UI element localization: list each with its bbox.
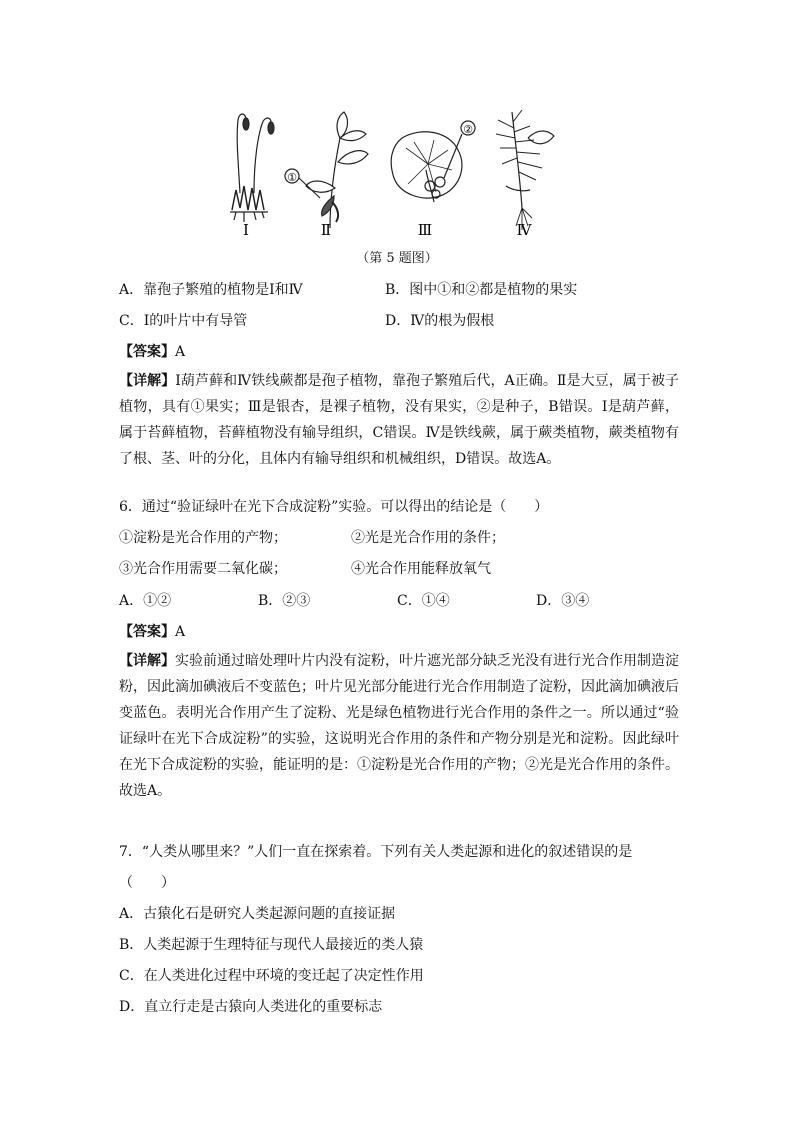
q6-answer-value: A	[175, 624, 186, 640]
q5-detail-text: Ⅰ葫芦藓和Ⅳ铁线蕨都是孢子植物，靠孢子繁殖后代，A正确。Ⅱ是大豆，属于被子植物，具有①果实；Ⅲ是银杏，是裸子植物，没有果实，②是种子，B错误。Ⅰ是葫芦藓，属于苔藓植物，苔藓植物没有输导组织，C错误。Ⅳ是铁线蕨，属于蕨类植物，蕨类植物有了根、茎、叶的分化，且体内有输导组织和机械组织，D错误。故选A。	[119, 373, 680, 467]
q7-option-b: B．人类起源于生理特征与现代人最接近的类人猿	[119, 937, 424, 953]
moss-plant-icon	[230, 114, 274, 222]
q6-answer-label: 【答案】	[119, 624, 175, 640]
q6-option-a: A．①②	[119, 593, 172, 609]
q6-detail	[119, 648, 679, 804]
q6-option-c: C．①④	[397, 593, 450, 609]
q7-paren: （ ）	[119, 875, 175, 891]
q6-answer	[119, 622, 185, 642]
q5-option-b: B．图中①和②都是植物的果实	[385, 282, 578, 298]
figure-caption: （第 5 题图）	[356, 251, 438, 266]
q7-option-d: D．直立行走是古猿向人类进化的重要标志	[119, 999, 383, 1015]
plants-figure	[222, 98, 572, 238]
marker-fruit: ①	[287, 171, 297, 184]
soybean-plant-icon	[285, 112, 368, 228]
q6-statement-2: ②光是光合作用的条件；	[351, 530, 505, 546]
q5-answer-label: 【答案】	[119, 344, 175, 360]
q7-stem: 7．“人类从哪里来？”人们一直在探索着。下列有关人类起源和进化的叙述错误的是	[119, 844, 633, 860]
q5-option-d: D．Ⅳ的根为假根	[385, 313, 495, 329]
plants-illustration	[222, 98, 572, 238]
q6-detail-label: 【详解】	[119, 653, 175, 669]
q6-statement-4: ④光合作用能释放氧气	[351, 561, 491, 577]
q5-answer	[119, 342, 185, 362]
q5-answer-value: A	[175, 344, 186, 360]
q6-stem: 6．通过“验证绿叶在光下合成淀粉”实验。可以得出的结论是（ ）	[119, 499, 549, 515]
q5-detail	[119, 368, 679, 472]
q7-option-a: A．古猿化石是研究人类起源问题的直接证据	[119, 906, 396, 922]
q6-statement-3: ③光合作用需要二氧化碳；	[119, 561, 287, 577]
marker-seed: ②	[463, 123, 473, 136]
q6-statement-1: ①淀粉是光合作用的产物；	[119, 530, 287, 546]
label-plant-1: Ⅰ	[243, 221, 249, 238]
label-plant-2: Ⅱ	[320, 221, 332, 238]
fern-plant-icon	[496, 110, 554, 230]
q6-detail-text: 实验前通过暗处理叶片内没有淀粉，叶片遮光部分缺乏光没有进行光合作用制造淀粉，因此滴加碘液后不变蓝色；叶片见光部分能进行光合作用制造了淀粉，因此滴加碘液后变蓝色。表明光合作用产生了淀粉、光是绿色植物进行光合作用的条件之一。所以通过“验证绿叶在光下合成淀粉”的实验，这说明光合作用的条件和产物分别是光和淀粉。因此绿叶在光下合成淀粉的实验，能证明的是：①淀粉是光合作用的产物；②光是光合作用的条件。故选A。	[119, 653, 679, 799]
q7-option-c: C．在人类进化过程中环境的变迁起了决定性作用	[119, 968, 424, 984]
q6-option-b: B．②③	[258, 593, 311, 609]
label-plant-4: Ⅳ	[516, 221, 532, 238]
label-plant-3: Ⅲ	[417, 221, 433, 238]
q6-option-d: D．③④	[536, 593, 590, 609]
q5-option-a: A．靠孢子繁殖的植物是Ⅰ和Ⅳ	[119, 282, 303, 298]
q5-detail-label: 【详解】	[119, 373, 176, 389]
q5-option-c: C．Ⅰ的叶片中有导管	[119, 313, 248, 329]
